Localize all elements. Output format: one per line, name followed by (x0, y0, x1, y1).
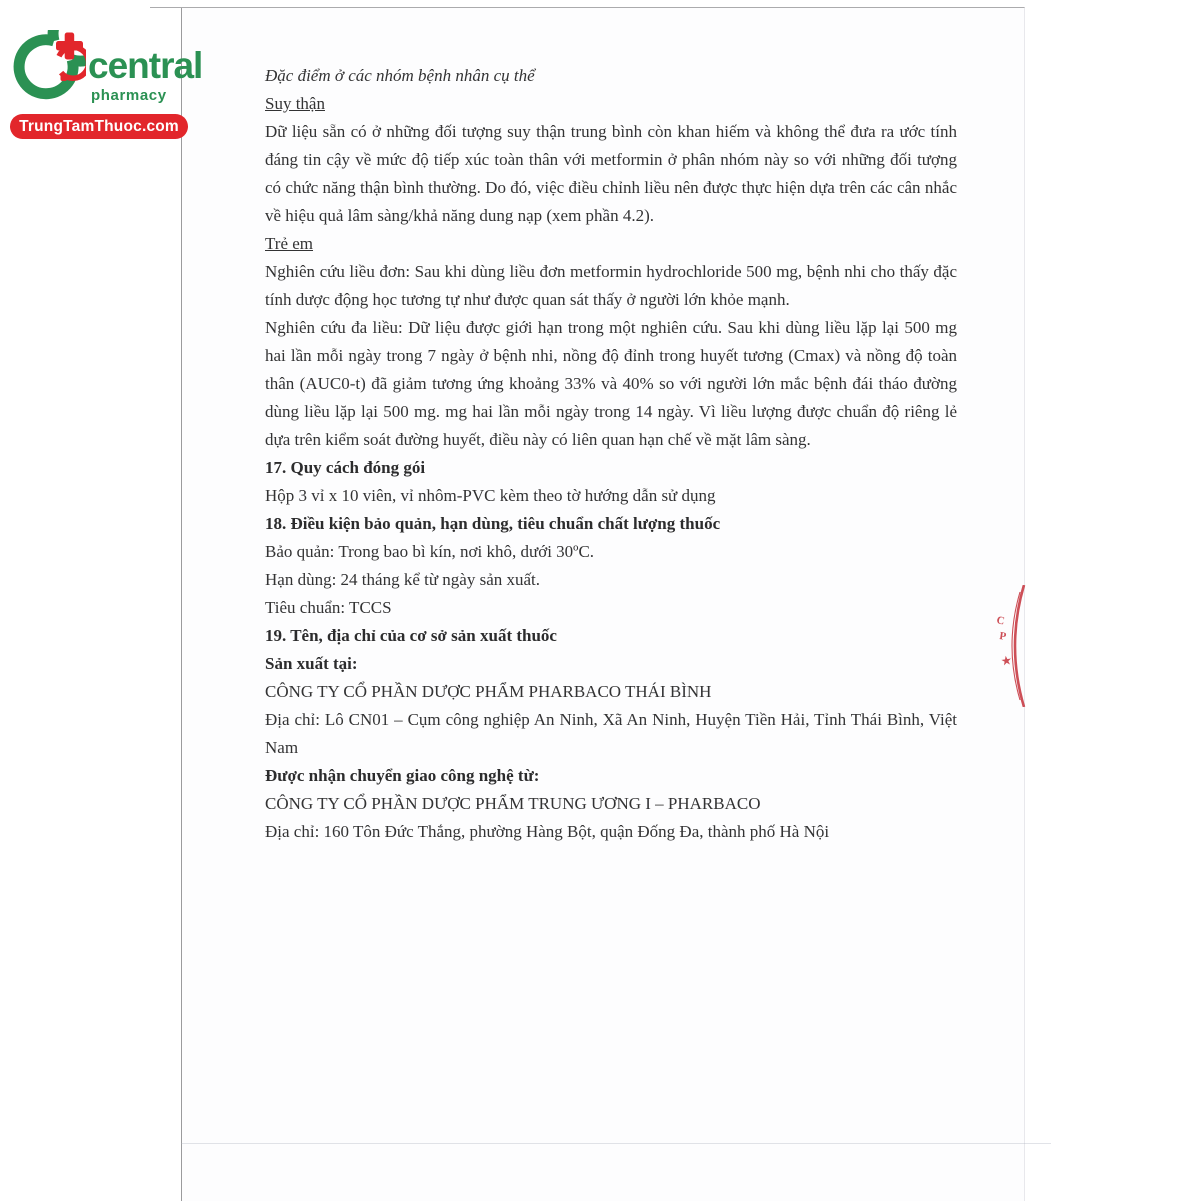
subsection-title-underlined: Trẻ em (265, 234, 314, 253)
svg-text:P: P (998, 630, 1007, 643)
section-heading: 19. Tên, địa chỉ của cơ sở sản xuất thuốc (265, 626, 557, 645)
paragraph: Địa chỉ: Lô CN01 – Cụm công nghiệp An Ninh, Xã An Ninh, Huyện Tiền Hải, Tỉnh Thái Bình, Việt Nam (265, 710, 957, 757)
paragraph: CÔNG TY CỔ PHẦN DƯỢC PHẨM PHARBACO THÁI BÌNH (265, 682, 712, 701)
scan-top-edge-line (150, 7, 182, 8)
paragraph: Bảo quản: Trong bao bì kín, nơi khô, dưới 30ºC. (265, 542, 595, 561)
svg-text:C: C (995, 614, 1006, 628)
paragraph: Địa chỉ: 160 Tôn Đức Thắng, phường Hàng Bột, quận Đống Đa, thành phố Hà Nội (265, 822, 830, 841)
paragraph: Tiêu chuẩn: TCCS (265, 598, 392, 617)
paragraph: Nghiên cứu đa liều: Dữ liệu được giới hạn trong một nghiên cứu. Sau khi dùng liều lặp lại 500 mg hai lần mỗi ngày trong 7 ngày ở bệnh nhi, nồng độ đỉnh trong huyết tương (Cmax) và nồng độ toàn thân (AUC0-t) đã giảm tương ứng khoảng 33% và 40% so với người lớn mắc bệnh đái tháo đường dùng liều lặp lại 500 mg. mg hai lần mỗi ngày trong 14 ngày. Vì liều lượng được chuẩn độ riêng lẻ dựa trên kiểm soát đường huyết, điều này có liên quan hạn chế về mặt lâm sàng. (265, 318, 957, 449)
section-heading: Sản xuất tại: (265, 654, 358, 673)
section-heading: 18. Điều kiện bảo quản, hạn dùng, tiêu chuẩn chất lượng thuốc (265, 514, 721, 533)
section-heading: 17. Quy cách đóng gói (265, 458, 426, 477)
central-pharmacy-logo-icon (10, 30, 86, 106)
paragraph: Hộp 3 vỉ x 10 viên, vỉ nhôm-PVC kèm theo tờ hướng dẫn sử dụng (265, 486, 716, 505)
red-company-stamp-icon (993, 585, 1027, 707)
paragraph: Hạn dùng: 24 tháng kể từ ngày sản xuất. (265, 570, 541, 589)
paragraph: Dữ liệu sẵn có ở những đối tượng suy thận trung bình còn khan hiếm và không thể đưa ra ước tính đáng tin cậy về mức độ tiếp xúc toàn thân với metformin ở phân nhóm này so với những đối tượng có chức năng thận bình thường. Do đó, việc điều chỉnh liều nên được thực hiện dựa trên các cân nhắc về hiệu quả lâm sàng/khả năng dung nạp (xem phần 4.2). (265, 122, 957, 225)
subsection-title-underlined: Suy thận (265, 94, 325, 113)
leaflet-text-column (265, 62, 957, 846)
paragraph: Nghiên cứu liều đơn: Sau khi dùng liều đơn metformin hydrochloride 500 mg, bệnh nhi cho thấy đặc tính dược động học tương tự như được quan sát thấy ở người lớn khỏe mạnh. (265, 262, 957, 309)
logo-website-banner: TrungTamThuoc.com (10, 114, 188, 139)
paragraph: CÔNG TY CỔ PHẦN DƯỢC PHẨM TRUNG ƯƠNG I – PHARBACO (265, 794, 761, 813)
logo-subtitle-text: pharmacy (91, 87, 167, 104)
svg-text:★: ★ (1000, 654, 1013, 668)
scan-fold-line (181, 1143, 1051, 1144)
subsection-title-italic: Đặc điểm ở các nhóm bệnh nhân cụ thể (265, 66, 535, 85)
logo-brand-text: central (88, 45, 203, 86)
pharmacy-logo-watermark (10, 36, 220, 142)
section-heading: Được nhận chuyển giao công nghệ từ: (265, 766, 540, 785)
